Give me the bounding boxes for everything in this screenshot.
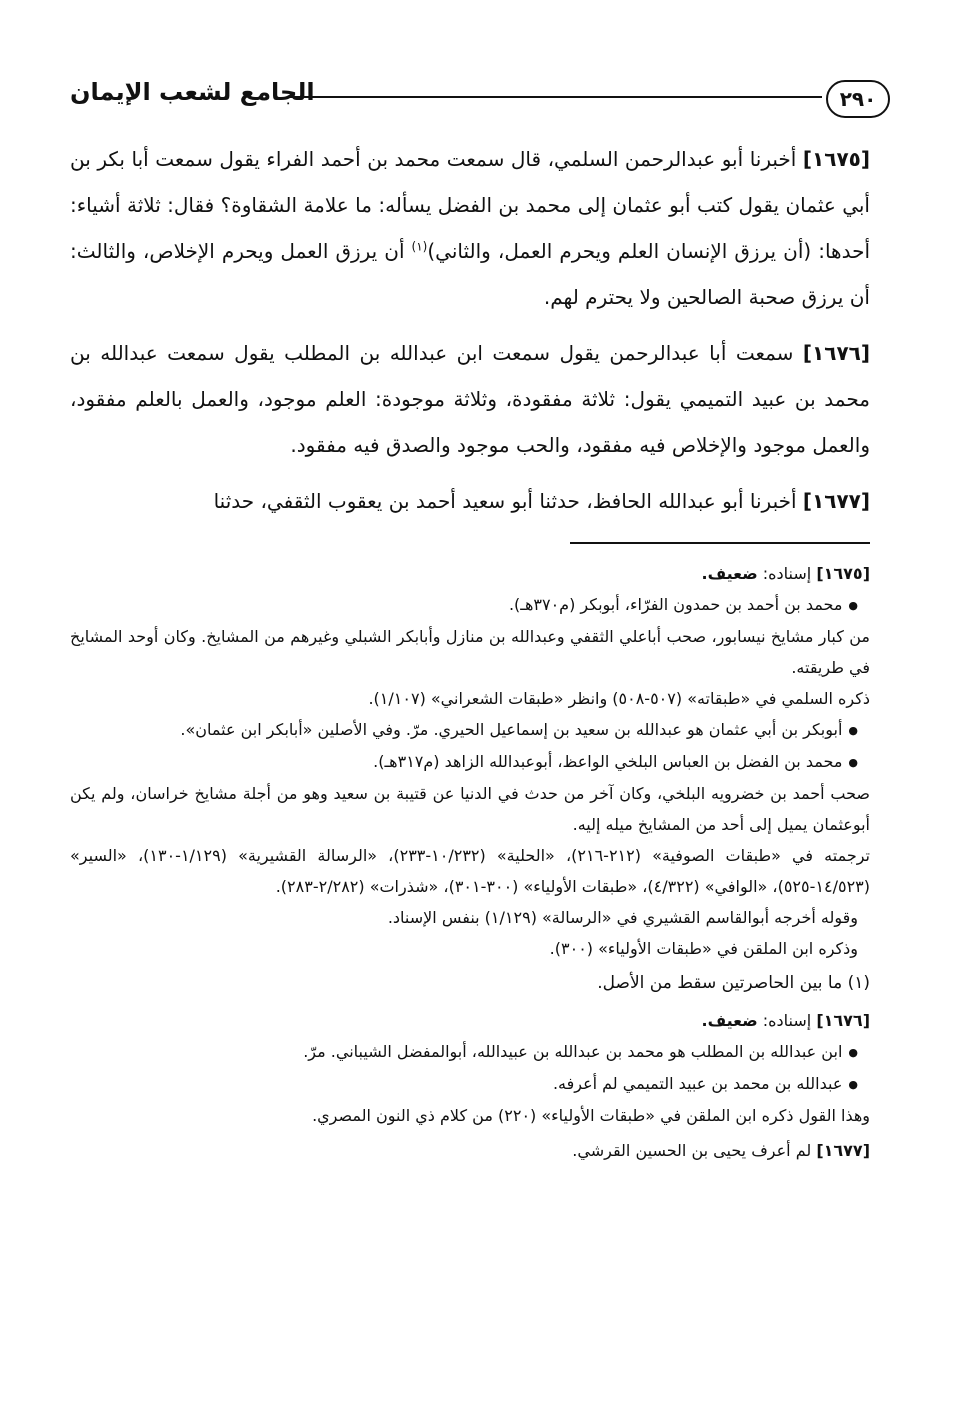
entry-number: [١٦٧٧] [802,489,870,513]
isnad-grade: ضعيف. [701,564,758,583]
entry-text: أخبرنا أبو عبدالله الحافظ، حدثنا أبو سعيد أحمد بن يعقوب الثقفي، حدثنا [213,489,797,513]
book-page [70,60,877,1170]
entry-text: أخبرنا أبو عبدالرحمن السلمي، قال سمعت محمد بن أحمد الفراء يقول سمعت أبا بكر بن أبي عثمان يقول كتب أبو عثمان إلى محمد بن الفضل يسأله: ما علامة الشقاوة؟ فقال: ثلاثة أشياء: أحدها: (أن يرزق الإنسان العلم ويحرم العمل، والثاني) [70,147,871,263]
footnote-divider [570,542,870,544]
isnad-label: إسناده: [762,1011,812,1030]
narrator-bullet: ● عبدالله بن محمد بن عبيد التميمي لم أعرفه. [70,1068,870,1100]
entry-text: سمعت أبا عبدالرحمن يقول سمعت ابن عبدالله بن المطلب يقول سمعت عبدالله بن محمد بن عبيد التميمي يقول: ثلاثة مفقودة، وثلاثة موجودة: العلم موجود، والعمل بالعلم مفقود، والعمل موجود والإخلاص فيه مفقود، والحب موجود والصدق فيه مفقود. [70,341,870,457]
narrator-bullet: ● أبوبكر بن أبي عثمان هو عبدالله بن سعيد بن إسماعيل الحيري. مرّ. وفي الأصلين «أبابكر ابن عثمان». [70,714,870,746]
commentary-number: [١٦٧٥] [816,564,870,583]
isnad-grade: ضعيف. [701,1011,758,1030]
commentary-section [70,558,870,1166]
narrator-bullet: ● محمد بن الفضل بن العباس البلخي الواعظ، أبوعبدالله الزاهد (م٣١٧هـ). [70,746,870,778]
commentary-1676 [70,1005,870,1131]
entry-number: [١٦٧٦] [802,341,870,365]
isnad-label: إسناده: [762,564,812,583]
footnote-1: (١) ما بين الحاصرتين سقط من الأصل. [597,973,870,993]
entry-number: [١٦٧٥] [802,147,870,171]
source-note: وقوله أخرجه أبوالقاسم القشيري في «الرسالة» (١/١٢٩) بنفس الإسناد. [387,908,858,927]
page-header [70,60,877,124]
entry-1676 [70,330,870,468]
narrator-reference: ذكره السلمي في «طبقاته» (٥٠٧-٥٠٨) وانظر «طبقات الشعراني» (١/١٠٧). [368,689,870,708]
commentary-heading [70,558,870,589]
commentary-text: لم أعرف يحيى بن الحسين القرشي. [572,1141,812,1160]
commentary-1675 [70,558,870,964]
narrator-bullet: ● ابن عبدالله بن المطلب هو محمد بن عبدالله بن عبيدالله، أبوالمفضل الشيباني. مرّ. [70,1036,870,1068]
commentary-number: [١٦٧٦] [816,1011,870,1030]
page-number: ٢٩٠ [826,80,890,118]
header-rule [290,96,822,98]
narrator-bio: صحب أحمد بن خضرويه البلخي، وكان آخر من حدث في الدنيا عن قتيبة بن سعيد وهو من أجلة مشايخ خراسان، ولم يكن أبوعثمان يميل إلى أحد من المشايخ ميله إليه. [70,784,870,834]
commentary-heading [70,1135,870,1166]
footnote-reference[interactable]: (١) [411,239,428,254]
commentary-number: [١٦٧٧] [816,1141,870,1160]
source-note: وذكره ابن الملقن في «طبقات الأولياء» (٣٠٠). [549,939,858,958]
commentary-heading [70,1005,870,1036]
entry-1677 [70,478,870,524]
source-note: وهذا القول ذكره ابن الملقن في «طبقات الأولياء» (٢٢٠) من كلام ذي النون المصري. [312,1106,870,1125]
entry-1675 [70,136,870,320]
book-title: الجامع لشعب الإيمان [70,78,315,106]
commentary-1677 [70,1135,870,1166]
narrator-reference: ترجمته في «طبقات الصوفية» (٢١٢-٢١٦)، «الحلية» (١٠/٢٣٢-٢٣٣)، «الرسالة القشيرية» (١/١٢٩-١٣٠)، «السير» (١٤/٥٢٣-٥٢٥)، «الوافي» (٤/٣٢٢)، «طبقات الأولياء» (٣٠٠-٣٠١)، «شذرات» (٢/٢٨٢-٢٨٣). [70,846,870,896]
narrator-bullet: ● محمد بن أحمد بن حمدون الفرّاء، أبوبكر (م٣٧٠هـ). [70,589,870,621]
narrator-bio: من كبار مشايخ نيسابور، صحب أباعلي الثقفي وعبدالله بن منازل وأبابكر الشبلي وغيرهم من المشايخ. وكان أوحد المشايخ في طريقته. [70,627,870,677]
entry-text-continued: أن يرزق العمل ويحرم الإخلاص، والثالث: أن يرزق صحبة الصالحين ولا يحترم لهم. [70,239,870,309]
main-text [70,136,870,524]
